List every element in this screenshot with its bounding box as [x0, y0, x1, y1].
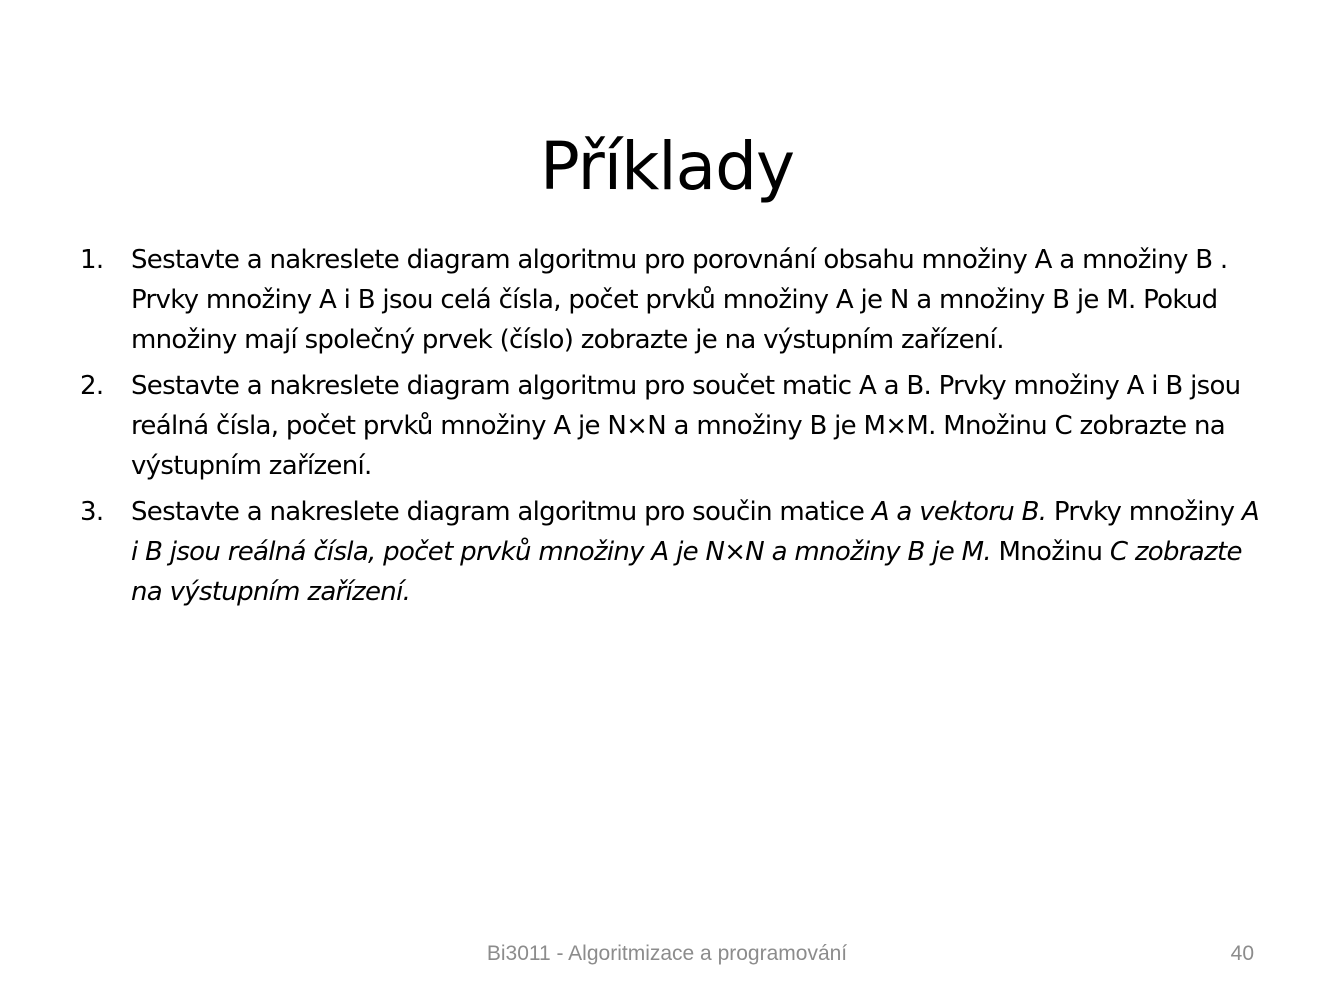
exercise-text-italic-segment: A a vektoru B. — [871, 497, 1047, 527]
exercise-text-italic-segment: A i B jsou reálná čísla, počet prvků množiny A je N×N a množiny B je M. — [131, 497, 1259, 567]
exercise-item — [80, 366, 1270, 486]
exercise-text-italic-segment: C zobrazte na výstupním zařízení. — [131, 537, 1242, 607]
slide-number: 40 — [1230, 942, 1254, 965]
exercise-text-segment: Sestavte a nakreslete diagram algoritmu pro součin matice — [131, 497, 872, 527]
exercise-text: Sestavte a nakreslete diagram algoritmu pro porovnání obsahu množiny A a množiny B . Prvky množiny A i B jsou celá čísla, počet prvků množiny A je N a množiny B je M. Pokud množiny mají společný prvek (číslo) zobrazte je na výstupním zařízení. — [131, 245, 1228, 355]
exercise-text-segment: Prvky množiny — [1046, 497, 1242, 527]
exercise-list — [80, 240, 1270, 618]
slide-footer: Bi3011 - Algoritmizace a programování — [486, 942, 848, 965]
exercise-text-segment: Množinu — [990, 537, 1110, 567]
exercise-item — [80, 492, 1270, 612]
exercise-number: 3. — [80, 497, 104, 527]
slide-title: Příklady — [539, 128, 795, 206]
exercise-number: 2. — [80, 371, 104, 401]
exercise-text: Sestavte a nakreslete diagram algoritmu pro součet matic A a B. Prvky množiny A i B jsou reálná čísla, počet prvků množiny A je N×N a množiny B je M×M. Množinu C zobrazte na výstupním zařízení. — [131, 371, 1241, 481]
exercise-item — [80, 240, 1270, 360]
exercise-number: 1. — [80, 245, 104, 275]
